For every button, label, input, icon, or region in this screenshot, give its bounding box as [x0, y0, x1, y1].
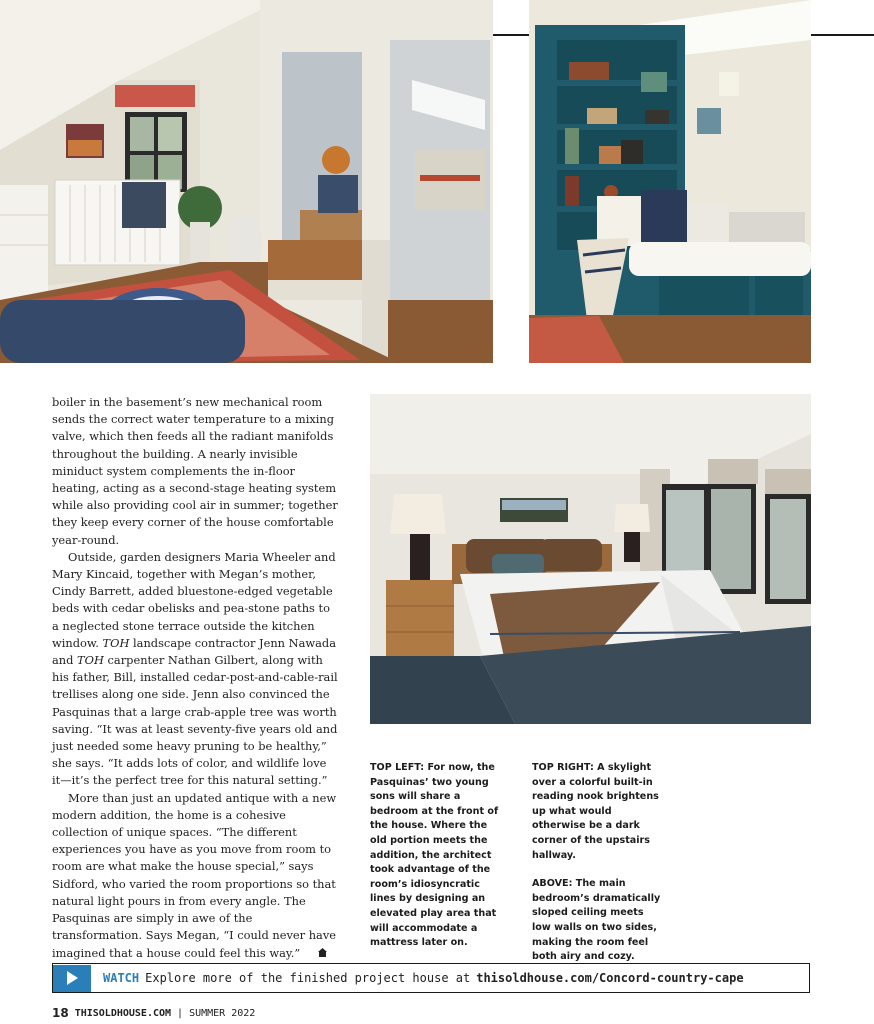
kids-bedroom-illustration [0, 0, 493, 363]
caption-top-right-text: TOP RIGHT: A skylight over a colorful built-in reading nook brightens up what would otherwise be a dark corner of the upstairs hallway. [532, 762, 659, 861]
footer-separator: | [177, 1007, 184, 1019]
paragraph-2-part-c: carpenter Nathan Gilbert, along with his father, Bill, installed cedar-post-and-cable-rail trellises along one side. Jenn also convinced the Pasquinas that a large crab-apple tree was worth saving. “It was at least seventy-five years old and just needed some heavy pruning to be healthy,” she says. “It adds lots of color, and wildlife love it—it’s the perfect tree for this natural setting.” [52, 653, 338, 788]
footer-issue: SUMMER 2022 [189, 1007, 256, 1019]
watch-url-link[interactable]: thisoldhouse.com/Concord-country-cape [476, 971, 744, 985]
caption-right-column [532, 761, 664, 979]
caption-above-text: ABOVE: The main bedroom’s dramatically sloped ceiling meets low walls on two sides, making the room feel both airy and cozy. [532, 878, 661, 963]
body-paragraph-1: boiler in the basement’s new mechanical room sends the correct water temperature to a mixing valve, which then feeds all the radiant manifolds throughout the building. A nearly invisible miniduct system complements the in-floor heating, acting as a second-stage heating system while also providing cool air in summer; together they keep every corner of the house comfortable year-round. [52, 395, 338, 547]
photo-kids-bedroom [0, 0, 493, 363]
rule-right [811, 34, 874, 36]
play-icon[interactable] [53, 965, 91, 992]
toh-abbrev-2: TOH [77, 653, 104, 668]
body-paragraph-3 [52, 790, 338, 962]
paragraph-2-part-b: landscape contractor Jenn Nawada and [52, 635, 337, 668]
page-number: 18 [52, 1006, 69, 1020]
caption-top-left [370, 761, 500, 965]
main-bedroom-illustration [370, 394, 811, 724]
photo-main-bedroom [370, 394, 811, 724]
paragraph-2-part-a: Outside, garden designers Maria Wheeler and Mary Kincaid, together with Megan’s mother, Cindy Barrett, added bluestone-edged vegetable beds with cedar obelisks and pea-stone paths to a neglected stone terrace outside the kitchen window. [52, 549, 336, 650]
watch-banner[interactable] [52, 963, 810, 993]
caption-top-left-text: TOP LEFT: For now, the Pasquinas’ two young sons will share a bedroom at the front of the house. Where the old portion meets the addition, the architect took advantage of the room’s idiosyncratic lines by designing an elevated play area that will accommodate a mattress later on. [370, 762, 499, 949]
photo-reading-nook [529, 0, 811, 363]
article-body [52, 394, 338, 962]
end-mark-house-icon [302, 945, 327, 962]
body-paragraph-2 [52, 549, 338, 790]
reading-nook-illustration [529, 0, 811, 363]
toh-abbrev-1: TOH [102, 635, 130, 650]
watch-label: WATCH [103, 971, 140, 985]
watch-text: Explore more of the finished project house at [145, 971, 471, 985]
paragraph-3-text: More than just an updated antique with a new modern addition, the home is a cohesive collection of unique spaces. “The different experiences you have as you move from room to room are what make the house special,” says Sidford, who varied the room proportions so that natural light pours in from every angle. The Pasquinas are simply in awe of the transformation. Says Megan, “I could never have imagined that a house could feel this way.” [52, 790, 337, 960]
footer-brand: THISOLDHOUSE.COM [74, 1007, 172, 1019]
page-footer [52, 1006, 255, 1020]
rule-left [493, 34, 529, 36]
